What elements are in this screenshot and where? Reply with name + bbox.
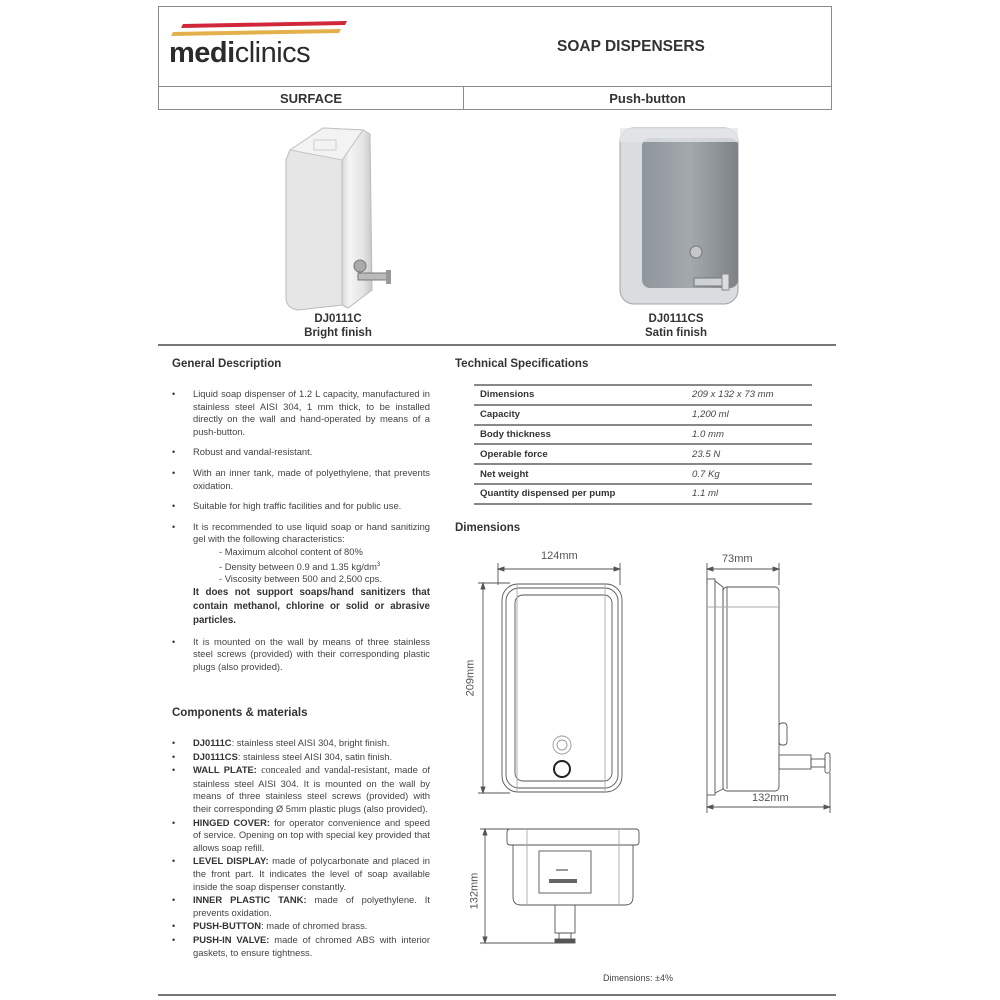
sub-item: - Maximum alcohol content of 80% (219, 545, 363, 557)
component-text: : made of chromed brass. (261, 920, 368, 932)
component-item (170, 817, 430, 855)
component-text-serif: concealed and vandal-resistant, (256, 765, 390, 777)
spec-value: 1.0 mm (692, 428, 724, 440)
description-item-recommendation (170, 521, 430, 628)
spec-key: Body thickness (480, 428, 551, 440)
component-item (170, 920, 430, 933)
superscript: 3 (376, 561, 381, 568)
logo-text-bold: medi (169, 37, 235, 69)
spec-row (474, 385, 812, 405)
spec-value: 1,200 ml (692, 409, 729, 421)
spec-row (474, 425, 812, 445)
dimensions-tolerance: Dimensions: ±4% (603, 973, 673, 983)
component-item (170, 855, 430, 893)
side-total-label: 132mm (752, 792, 789, 804)
spec-key: Operable force (480, 448, 548, 460)
component-item (170, 764, 430, 815)
spec-table (474, 384, 812, 505)
spec-value: 0.7 Kg (692, 468, 720, 480)
product-code: DJ0111CS (648, 313, 704, 325)
spec-key: Quantity dispensed per pump (480, 488, 616, 500)
component-text: for operator convenience and speed of service. Opening on top with special key provided that allows soap refill. (193, 816, 431, 853)
product-satin (596, 120, 756, 340)
description-item: • Suitable for high traffic facilities and for public use. (170, 500, 430, 513)
front-width-label: 124mm (541, 550, 578, 562)
sub-item: - Viscosity between 500 and 2,500 cps. (219, 573, 382, 585)
front-view-drawing (470, 555, 640, 815)
logo-text (169, 37, 310, 70)
product-image-satin (606, 120, 746, 312)
header-box (158, 6, 832, 110)
description-item: • It is mounted on the wall by means of three stainless steel screws (provided) with their corresponding plastic plugs (also provided). (170, 636, 430, 674)
logo-bar-yellow (171, 29, 341, 36)
logo-text-light: clinics (234, 37, 311, 69)
product-image-bright (268, 120, 408, 312)
component-label: DJ0111C (193, 737, 232, 748)
sub-item (193, 559, 430, 574)
component-text: made of chromed ABS with interior gaskets, to ensure tightness. (193, 933, 430, 958)
description-item: • Liquid soap dispenser of 1.2 L capacity, manufactured in stainless steel AISI 304, 1 mm thick, to be installed directly on the wall and hand-operated by means of a push-button. (170, 388, 430, 438)
component-label: PUSH-IN VALVE: (193, 933, 270, 945)
component-item (170, 934, 430, 959)
dimensions-title: Dimensions (455, 522, 521, 534)
mediclinics-logo (169, 21, 349, 73)
component-label: LEVEL DISPLAY: (193, 855, 269, 867)
spec-value: 209 x 132 x 73 mm (692, 389, 774, 401)
component-text: : stainless steel AISI 304, bright finish. (231, 737, 390, 748)
front-height-label: 209mm (464, 659, 477, 697)
spec-row (474, 484, 812, 504)
sub-item-text: - Density between 0.9 and 1.35 kg/dm (219, 560, 377, 572)
category-operation: Push-button (609, 90, 686, 106)
component-text: made of stainless steel AISI 304. It is mounted on the wall by means of three stainless steel screws (provided) with their corresponding Ø 5mm plastic plugs (also provided). (193, 764, 430, 814)
spec-key: Net weight (480, 468, 529, 480)
components-title: Components & materials (172, 707, 308, 719)
component-text: made of polyethylene. It prevents oxidation. (193, 894, 430, 918)
spec-row (474, 464, 812, 484)
spec-value: 23.5 N (692, 448, 721, 460)
warning-note: It does not support soaps/hand sanitizers that contain methanol, chlorine or solid or abrasive particles. (193, 586, 430, 626)
technical-specifications-title: Technical Specifications (455, 358, 589, 370)
recommendation-text: • It is recommended to use liquid soap or hand sanitizing gel with the following characteristics: (193, 520, 430, 545)
description-item: • Robust and vandal-resistant. (170, 446, 430, 459)
component-label: DJ0111CS (193, 750, 238, 762)
section-divider-top (158, 344, 836, 346)
spec-row (474, 444, 812, 464)
spec-value: 1.1 ml (692, 488, 719, 500)
side-depth-label: 73mm (722, 553, 753, 565)
logo-bar-red (181, 21, 347, 28)
section-divider-bottom (158, 994, 836, 996)
top-depth-label: 132mm (468, 872, 481, 910)
component-text: : stainless steel AISI 304, satin finish. (237, 750, 393, 762)
side-view-drawing (695, 555, 845, 815)
page-title: SOAP DISPENSERS (557, 38, 705, 55)
component-label: HINGED COVER: (193, 816, 270, 828)
product-code: DJ0111C (314, 313, 362, 325)
component-item (170, 751, 430, 764)
component-item (170, 737, 430, 750)
category-mounting: SURFACE (159, 87, 464, 109)
product-finish: Bright finish (304, 327, 372, 339)
components-list (170, 737, 430, 960)
general-description (170, 388, 430, 682)
component-label: WALL PLATE: (193, 764, 257, 776)
header-top (159, 7, 831, 87)
spec-key: Dimensions (480, 389, 535, 401)
description-item: • With an inner tank, made of polyethylene, that prevents oxidation. (170, 467, 430, 492)
spec-row (474, 405, 812, 425)
header-categories (159, 87, 831, 109)
product-finish: Satin finish (645, 327, 707, 339)
component-label: INNER PLASTIC TANK: (193, 894, 307, 906)
component-item (170, 894, 430, 919)
top-view-drawing (475, 825, 655, 960)
spec-key: Capacity (480, 409, 520, 421)
component-text: made of polycarbonate and placed in the front part. It indicates the level of soap available inside the soap dispenser constantly. (193, 855, 430, 892)
general-description-title: General Description (172, 358, 282, 370)
component-label: PUSH-BUTTON (193, 920, 262, 932)
product-bright (258, 120, 418, 340)
